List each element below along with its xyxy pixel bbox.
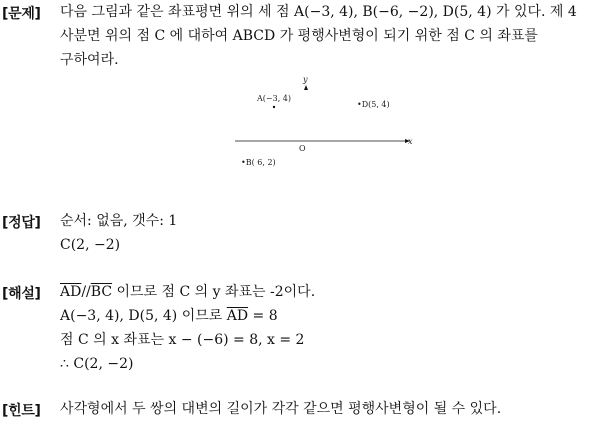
origin-label: O bbox=[299, 144, 306, 153]
explanation-line-2-prefix: A(−3, 4), D(5, 4) 이므로 bbox=[60, 308, 227, 324]
answer-line-1: 순서: 없음, 갯수: 1 bbox=[60, 213, 178, 229]
segment-ad-2: $\overline{AD}$ bbox=[226, 308, 249, 324]
coordinate-figure bbox=[230, 72, 420, 172]
x-axis-label: x bbox=[408, 137, 413, 146]
segment-bc: $\overline{BC}$ bbox=[90, 284, 113, 300]
hint-tag: [힌트] bbox=[2, 403, 41, 419]
point-a-label: A(−3, 4) bbox=[257, 94, 291, 103]
point-a-dot bbox=[273, 106, 275, 108]
explanation-line-1 bbox=[60, 283, 315, 301]
problem-line-1: 다음 그림과 같은 좌표평면 위의 세 점 A(−3, 4), B(−6, −2), D(5, 4) 가 있다. 제 4 bbox=[60, 4, 577, 20]
hint-line-1: 사각형에서 두 쌍의 대변의 길이가 각각 같으면 평행사변형이 될 수 있다. bbox=[60, 401, 502, 417]
point-d-label: •D(5, 4) bbox=[357, 100, 390, 109]
explanation-line-2 bbox=[60, 307, 278, 325]
problem-line-3: 구하여라. bbox=[60, 52, 119, 68]
explanation-line-1-rest: 이므로 점 C 의 y 좌표는 -2이다. bbox=[112, 284, 316, 300]
answer-tag: [정답] bbox=[2, 215, 41, 231]
y-axis-arrow bbox=[304, 85, 308, 90]
answer-line-2: C(2, −2) bbox=[60, 237, 121, 253]
explanation-line-4: ∴ C(2, −2) bbox=[60, 356, 134, 372]
segment-ad: $\overline{AD}$ bbox=[60, 284, 82, 300]
problem-line-2: 사분면 위의 점 C 에 대하여 ABCD 가 평행사변형이 되기 위한 점 C 의 좌표를 bbox=[60, 28, 538, 44]
explanation-line-3: 점 C 의 x 좌표는 x − (−6) = 8, x = 2 bbox=[60, 332, 305, 348]
problem-tag: [문제] bbox=[2, 6, 41, 22]
y-axis-label: y bbox=[303, 75, 308, 84]
explanation-line-2-suffix: = 8 bbox=[248, 308, 278, 324]
point-b-label: •B( 6, 2) bbox=[241, 158, 276, 167]
explanation-tag: [해설] bbox=[2, 286, 41, 302]
parallel-symbol: // bbox=[81, 284, 91, 300]
